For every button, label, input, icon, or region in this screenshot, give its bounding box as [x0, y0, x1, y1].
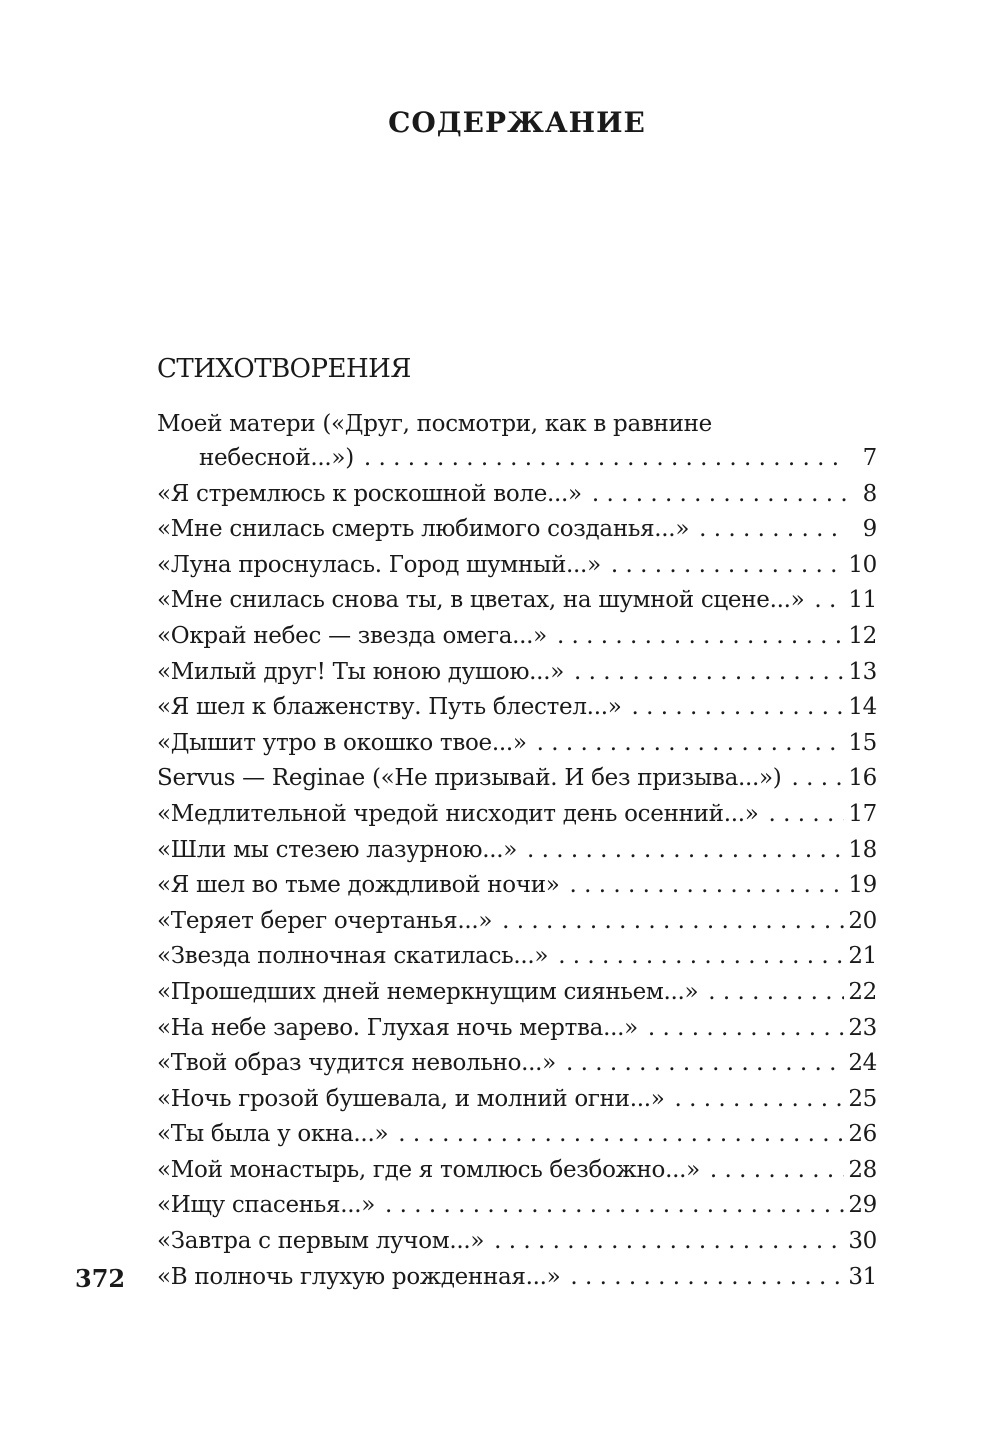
dot-leader [708, 975, 844, 1011]
dot-leader [710, 1153, 844, 1189]
toc-entry [157, 1153, 877, 1189]
toc-entry-list [157, 477, 877, 1296]
toc-entry-title: «Мне снилась смерть любимого созданья...» [157, 516, 690, 543]
page-number: 372 [75, 1264, 126, 1293]
toc-entry-page: 13 [848, 658, 877, 685]
dot-leader [592, 477, 847, 513]
toc-entry [157, 904, 877, 940]
toc-entry-title: «Завтра с первым лучом...» [157, 1228, 485, 1255]
toc-entry-title: «Я стремлюсь к роскошной воле...» [157, 480, 582, 507]
dot-leader [385, 1188, 844, 1224]
dot-leader [611, 548, 844, 584]
toc-entry-title-continued: небесной...») [199, 445, 354, 471]
dot-leader [398, 1117, 844, 1153]
dot-leader [570, 868, 845, 904]
toc-entry [157, 868, 877, 904]
toc-entry-page: 11 [848, 587, 877, 614]
toc-entry-page: 9 [862, 516, 877, 543]
toc-entry-title: «Дышит утро в окошко твое...» [157, 729, 527, 756]
dot-leader [570, 1260, 844, 1296]
toc-entry-title: Моей матери («Друг, посмотри, как в равнине [157, 411, 712, 437]
toc-entry-page: 16 [848, 765, 877, 792]
toc-entry-page: 14 [848, 694, 877, 721]
toc-entry [157, 1011, 877, 1047]
toc-entry-page: 29 [848, 1192, 877, 1219]
toc-entry-page: 19 [848, 872, 877, 899]
toc-entry [157, 761, 877, 797]
dot-leader [557, 619, 844, 655]
toc-entry-page: 8 [862, 480, 877, 507]
toc-entry-page: 18 [848, 836, 877, 863]
dot-leader [558, 939, 844, 975]
toc-entry-title: «Ты была у окна...» [157, 1121, 389, 1148]
dot-leader [769, 797, 845, 833]
toc-entry-page: 7 [862, 445, 877, 471]
dot-leader [566, 1046, 844, 1082]
toc-entry-title: «Милый друг! Ты юною душою...» [157, 658, 564, 685]
toc-entry [157, 408, 877, 477]
toc-entry-title: «Твой образ чудится невольно...» [157, 1050, 556, 1077]
toc-entry [157, 477, 877, 513]
toc-entry-page: 20 [848, 907, 877, 934]
toc-entry-page: 15 [848, 729, 877, 756]
page-title: СОДЕРЖАНИЕ [388, 106, 646, 139]
toc-entry [157, 1260, 877, 1296]
toc-entry-page: 25 [848, 1085, 877, 1112]
toc-entry [157, 655, 877, 691]
toc-entry [157, 1117, 877, 1153]
dot-leader [632, 690, 845, 726]
dot-leader [648, 1011, 844, 1047]
toc-entry-title: «Прошедших дней немеркнущим сияньем...» [157, 978, 699, 1005]
toc-entry-page: 12 [848, 622, 877, 649]
toc-entry [157, 1224, 877, 1260]
toc-entry-title: «Луна проснулась. Город шумный...» [157, 551, 601, 578]
toc-entry [157, 833, 877, 869]
toc-entry-title: «Теряет берег очертанья...» [157, 907, 493, 934]
dot-leader [791, 761, 844, 797]
dot-leader [494, 1224, 844, 1260]
toc-entry-title: «Мой монастырь, где я томлюсь безбожно...» [157, 1156, 700, 1183]
toc-entry-title: «Шли мы стезею лазурною...» [157, 836, 518, 863]
toc-entry-title: «Я шел к блаженству. Путь блестел...» [157, 694, 622, 721]
toc-entry-title: «В полночь глухую рожденная...» [157, 1263, 561, 1290]
toc-entry [157, 726, 877, 762]
toc-entry-title: «Я шел во тьме дождливой ночи» [157, 872, 560, 899]
toc-entry [157, 1046, 877, 1082]
toc-entry [157, 690, 877, 726]
toc-entry [157, 975, 877, 1011]
toc-entry-title: «Мне снилась снова ты, в цветах, на шумной сцене...» [157, 587, 805, 614]
toc-entry [157, 797, 877, 833]
toc-entry-page: 30 [848, 1228, 877, 1255]
toc-entry-title: «Окрай небес — звезда омега...» [157, 622, 547, 649]
toc-entry-page: 23 [848, 1014, 877, 1041]
toc-entry-title: «Ночь грозой бушевала, и молний огни...» [157, 1085, 665, 1112]
toc-entry [157, 1188, 877, 1224]
dot-leader [814, 583, 844, 619]
toc-entry-page: 24 [848, 1050, 877, 1077]
toc-entry [157, 939, 877, 975]
toc-entry-page: 31 [848, 1263, 877, 1290]
toc-entry [157, 583, 877, 619]
toc-entry [157, 1082, 877, 1118]
toc-entry [157, 512, 877, 548]
table-of-contents [157, 408, 877, 1295]
toc-entry-page: 21 [848, 943, 877, 970]
dot-leader [574, 655, 844, 691]
toc-entry-title: «Медлительной чредой нисходит день осенний...» [157, 800, 759, 827]
dot-leader [502, 904, 844, 940]
toc-entry [157, 619, 877, 655]
dot-leader [364, 441, 847, 477]
toc-entry-page: 10 [848, 551, 877, 578]
dot-leader [675, 1082, 845, 1118]
toc-entry [157, 548, 877, 584]
toc-entry-continuation [157, 441, 877, 477]
section-heading: СТИХОТВОРЕНИЯ [157, 354, 411, 384]
toc-entry-page: 17 [848, 800, 877, 827]
toc-entry-title: «Звезда полночная скатилась...» [157, 943, 549, 970]
dot-leader [527, 833, 844, 869]
dot-leader [537, 726, 845, 762]
toc-entry-page: 28 [848, 1156, 877, 1183]
toc-entry-title: Servus — Reginae («Не призывай. И без призыва...») [157, 765, 782, 792]
toc-entry-title: «Ищу спасенья...» [157, 1192, 376, 1219]
toc-entry-title: «На небе зарево. Глухая ночь мертва...» [157, 1014, 638, 1041]
toc-entry-page: 22 [848, 978, 877, 1005]
toc-entry-page: 26 [848, 1121, 877, 1148]
dot-leader [699, 512, 847, 548]
